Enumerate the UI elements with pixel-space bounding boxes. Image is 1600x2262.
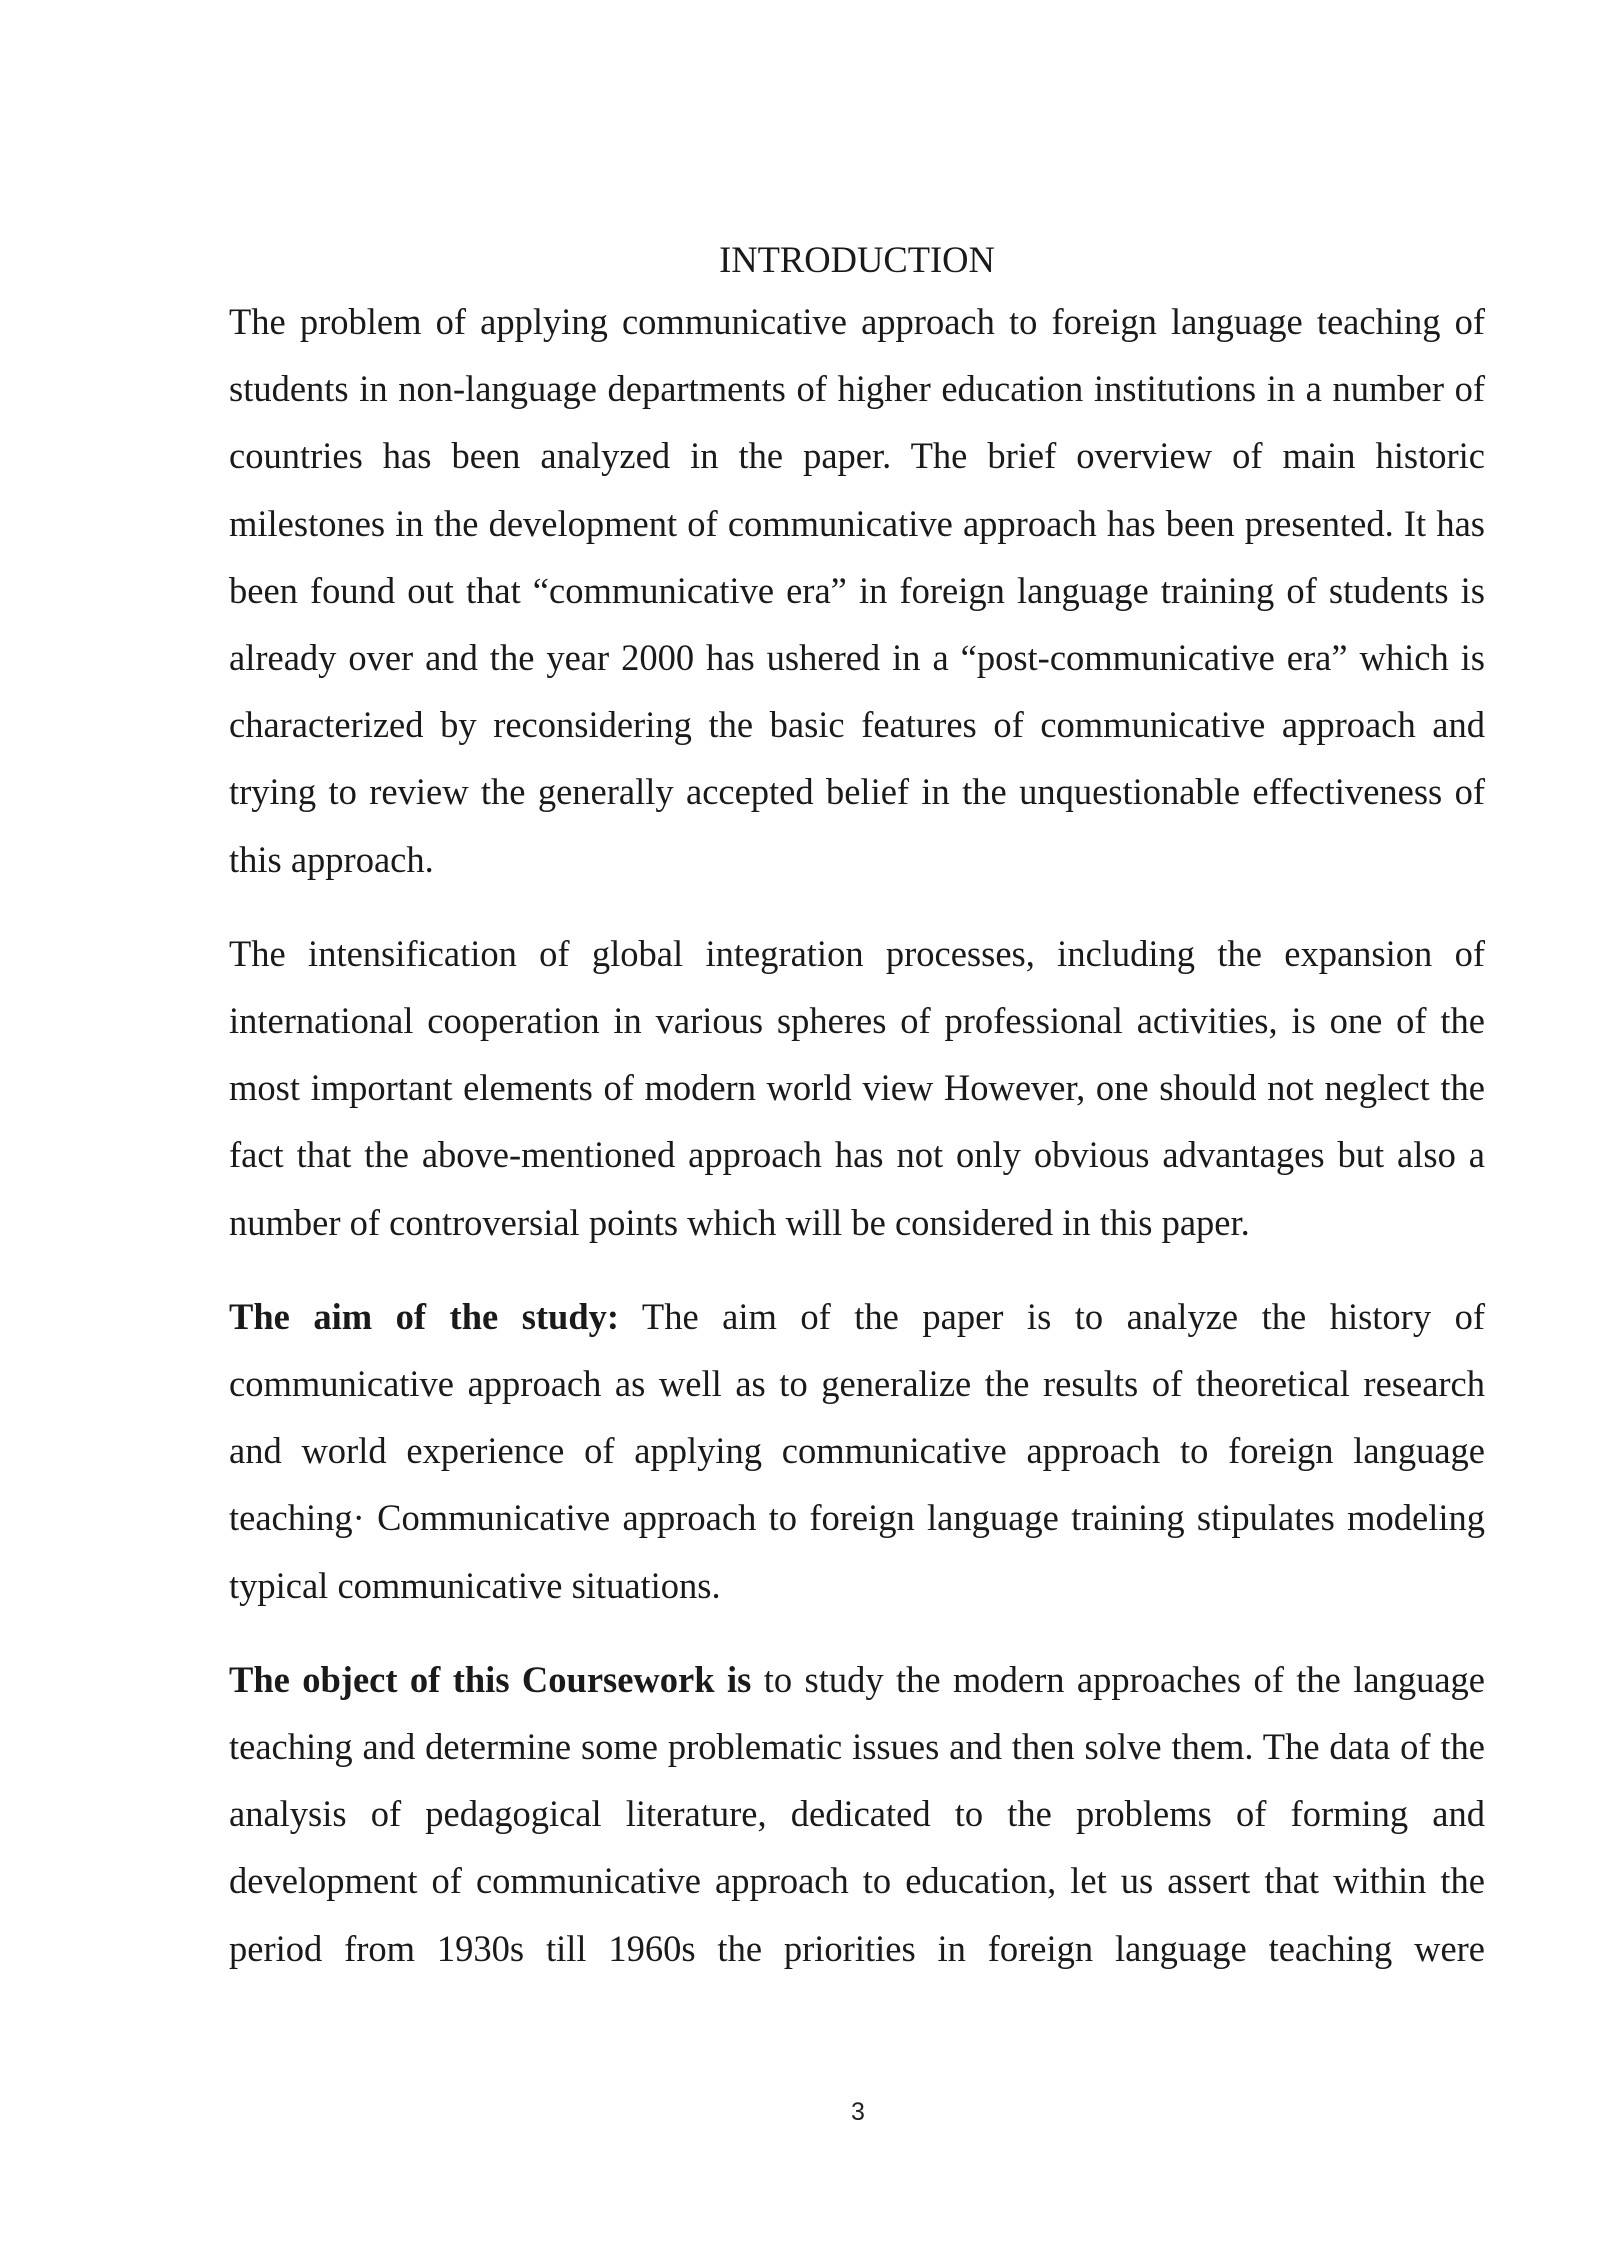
paragraph-object xyxy=(229,1646,1485,1982)
object-text: to study the modern approaches of the language teaching and determine some problematic issues and then solve them. The data of the analysis of pedagogical literature, dedicated to the problems of forming and development of communicative approach to education, let us assert that within the period from 1930s till 1960s the priorities in foreign language teaching were xyxy=(229,1658,1485,1969)
page-number: 3 xyxy=(851,2098,865,2126)
paragraph-2-text: The intensification of global integration processes, including the expansion of international cooperation in various spheres of professional activities, is one of the most important elements of modern world view However, one should not neglect the fact that the above-mentioned approach has not only obvious advantages but also a number of controversial points which will be considered in this paper. xyxy=(229,932,1485,1243)
paragraph-1-text: The problem of applying communicative approach to foreign language teaching of students in non-language departments of higher education institutions in a number of countries has been analyzed in the paper. The brief overview of main historic milestones in the development of communicative approach has been presented. It has been found out that “communicative era” in foreign language training of students is already over and the year 2000 has ushered in a “post-communicative era” which is characterized by reconsidering the basic features of communicative approach and trying to review the generally accepted belief in the unquestionable effectiveness of this approach. xyxy=(229,301,1485,880)
object-lead: The object of this Coursework is xyxy=(229,1658,752,1700)
paragraph-1 xyxy=(229,288,1485,893)
page-body xyxy=(229,232,1485,2009)
paragraph-aim xyxy=(229,1283,1485,1619)
aim-text: The aim of the paper is to analyze the history of communicative approach as well as to generalize the results of theoretical research and world experience of applying communicative approach to foreign language teaching· Communicative approach to foreign language training stipulates modeling typical communicative situations. xyxy=(229,1295,1485,1606)
paragraph-2 xyxy=(229,920,1485,1256)
aim-lead: The aim of the study: xyxy=(229,1295,620,1337)
section-heading: INTRODUCTION xyxy=(719,239,995,280)
